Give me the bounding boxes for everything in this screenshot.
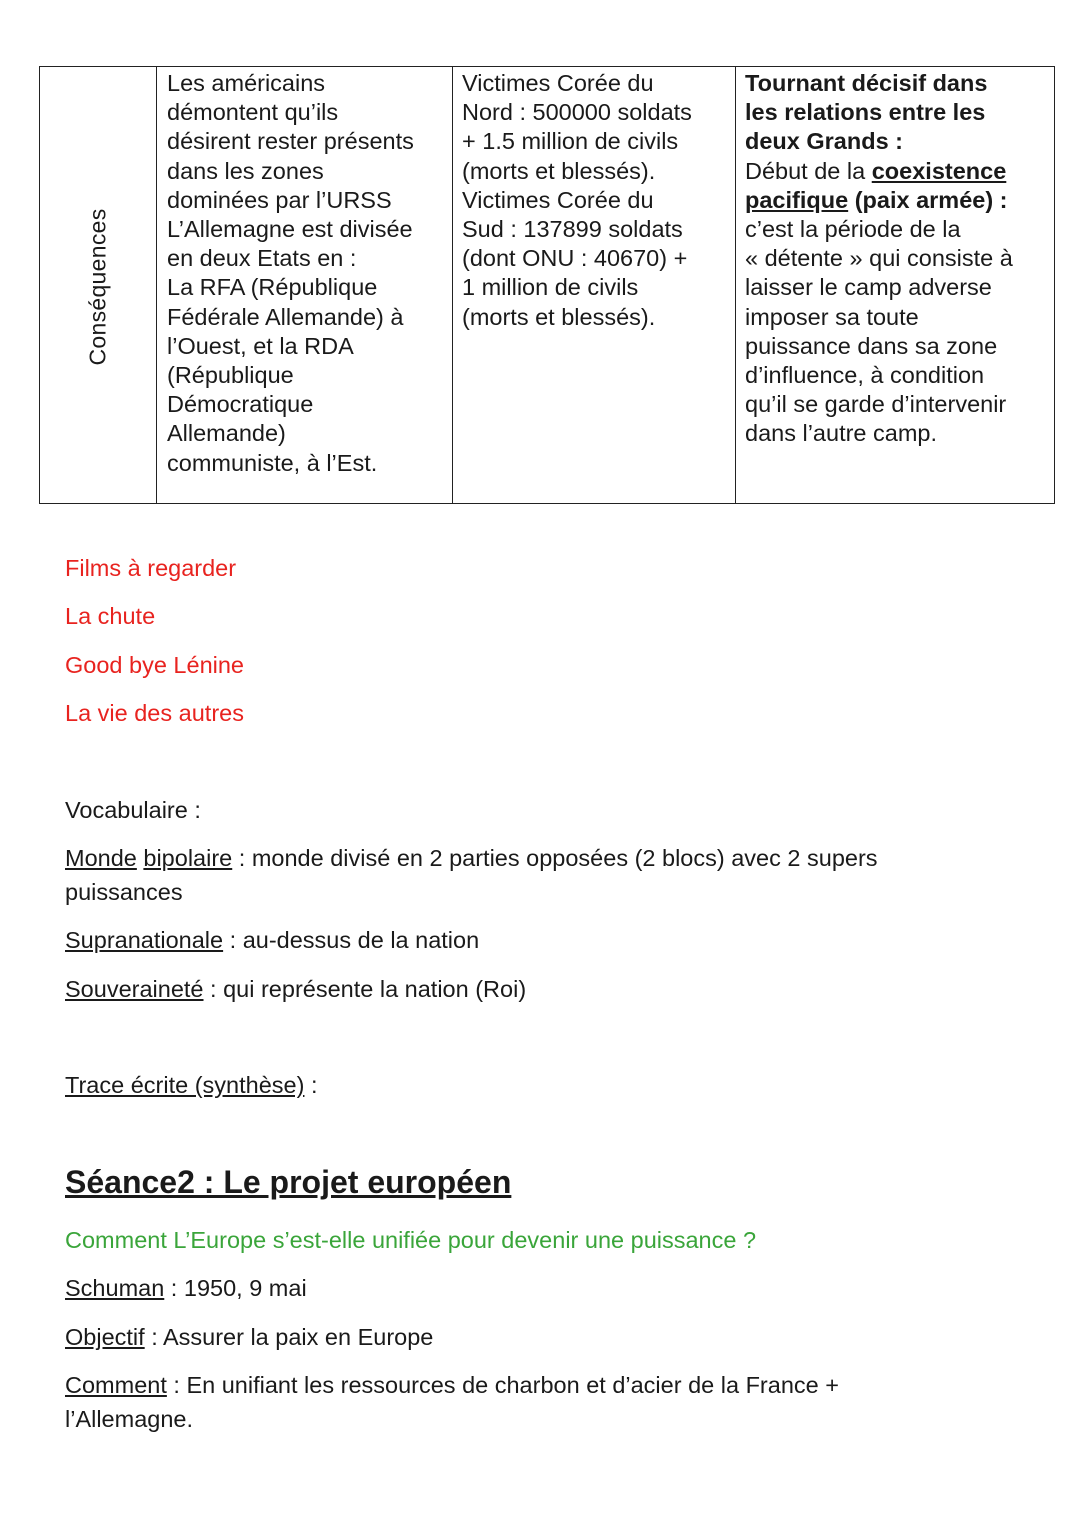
term-suffix: (paix armée) : (848, 186, 1008, 213)
def: : 1950, 9 mai (164, 1275, 307, 1301)
schuman-line (65, 1271, 307, 1305)
term-supranationale: Supranationale (65, 927, 224, 953)
table-cell-tournant (735, 67, 1054, 503)
trace-label: Trace écrite (synthèse) (65, 1072, 305, 1098)
table-cell-allemagne (156, 67, 452, 503)
film-item: La chute (65, 603, 156, 629)
term-bipolaire: bipolaire (143, 845, 233, 871)
seance-question: Comment L’Europe s’est-elle unifiée pour devenir une puissance ? (65, 1227, 757, 1253)
vocab-supranationale (65, 923, 479, 957)
consequences-table (39, 66, 1055, 504)
trace-ecrite (65, 1068, 318, 1102)
def-line1: : monde divisé en 2 parties opposées (2 blocs) avec 2 supers (232, 845, 878, 871)
term-objectif: Objectif (65, 1324, 145, 1350)
def-line1: : En unifiant les ressources de charbon et d’acier de la France + (166, 1372, 839, 1398)
term-monde: Monde (65, 845, 137, 871)
term-coexistence: coexistence (871, 157, 1007, 184)
term-comment: Comment (65, 1372, 167, 1398)
table-cell-victimes (452, 67, 735, 503)
cell-rest: c’est la période de la « détente » qui consiste à laisser le camp adverse imposer sa toute puissance dans sa zone d’influence, à condition qu’il se garde d’intervenir dans l’autre camp. (745, 216, 1013, 447)
vocab-souverainete (65, 972, 526, 1006)
term-pacifique: pacifique (745, 186, 849, 213)
films-title: Films à regarder (65, 555, 237, 581)
vocabulaire-title: Vocabulaire : (65, 797, 201, 823)
term-souverainete: Souveraineté (65, 976, 204, 1002)
term-schuman: Schuman (65, 1275, 165, 1301)
def-line2: l’Allemagne. (65, 1406, 194, 1432)
comment-line (65, 1368, 839, 1436)
film-item: La vie des autres (65, 700, 244, 726)
vocab-bipolaire (65, 841, 878, 909)
def-line2: puissances (65, 879, 183, 905)
seance-heading: Séance2 : Le projet européen (65, 1164, 512, 1200)
cell-text (736, 67, 1054, 449)
cell-text: Les américains démontent qu’ils désirent rester présents dans les zones dominées par l’URSS L’Allemagne est divisée en deux Etats en : La RFA (République Fédérale Allemande) à l’Ouest, et la RDA (République Démocratique Allemande) communiste, à l’Est. (167, 70, 414, 476)
film-item: Good bye Lénine (65, 652, 245, 678)
def: : au-dessus de la nation (223, 927, 480, 953)
cell-text: Victimes Corée du Nord : 500000 soldats + 1.5 million de civils (morts et blessés). Victimes Corée du Sud : 137899 soldats (dont ONU : 40670) + 1 million de civils (morts et blessés). (462, 70, 692, 330)
row-header: Conséquences (84, 208, 111, 366)
bold-intro: Tournant décisif dans les relations entre les deux Grands : (745, 70, 988, 155)
line-start: Début de la (745, 157, 872, 184)
objectif-line (65, 1320, 433, 1354)
def: : Assurer la paix en Europe (144, 1324, 434, 1350)
trace-suffix: : (304, 1072, 318, 1098)
row-header-cell (40, 67, 156, 503)
def: : qui représente la nation (Roi) (203, 976, 527, 1002)
